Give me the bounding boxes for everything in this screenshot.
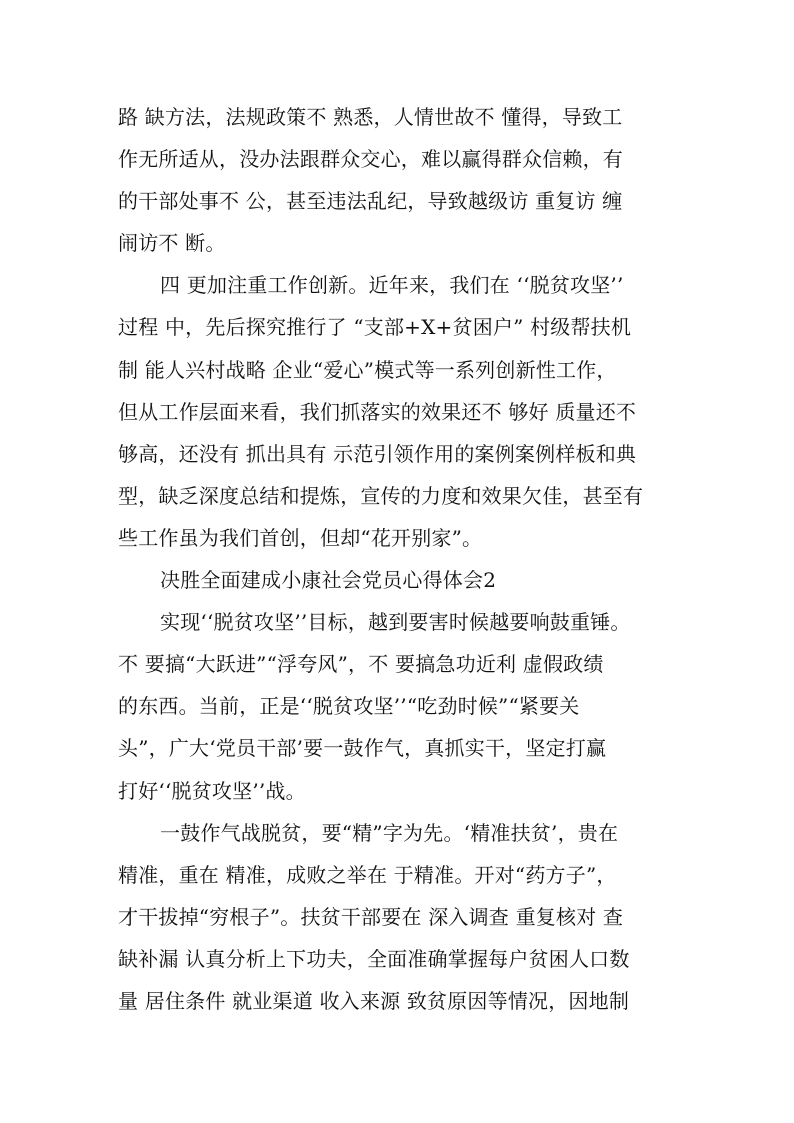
- document-body: [118, 96, 678, 1022]
- text-line: 不 要搞“大跃进”“浮夸风”，不 要搞急功近利 虚假政绩: [118, 652, 604, 677]
- text-line: 些工作虽为我们首创，但却“花开别家”。: [118, 525, 483, 550]
- text-line: 实现‘‘脱贫攻坚’’目标，越到要害时候越要响鼓重锤。: [160, 610, 631, 635]
- text-line: 量 居住条件 就业渠道 收入来源 致贫原因等情况，因地制: [118, 988, 630, 1013]
- text-line: 过程 中，先后探究推行了 “支部+X+贫困户” 村级帮扶机: [118, 315, 632, 340]
- text-line: 路 缺方法，法规政策不 熟悉，人情世故不 懂得，导致工: [118, 105, 623, 129]
- text-line: 头”，广大‘党员干部’要一鼓作气，真抓实干，坚定打赢: [118, 736, 607, 761]
- text-line: 的东西。当前，正是‘‘脱贫攻坚’’“吃劲时候”“紧要关: [118, 694, 580, 719]
- text-line: 缺补漏 认真分析上下功夫，全面准确掌握每户贫困人口数: [118, 946, 630, 971]
- text-line: 够高，还没有 抓出具有 示范引领作用的案例案例样板和典: [118, 441, 637, 466]
- text-line: 作无所适从，没办法跟群众交心，难以赢得群众信赖，有: [118, 147, 623, 172]
- text-line: 制 能人兴村战略 企业“爱心”模式等一系列创新性工作，: [118, 357, 617, 382]
- text-line: 的干部处事不 公，甚至违法乱纪，导致越级访 重复访 缠: [118, 189, 623, 214]
- text-line: 打好‘‘脱贫攻坚’’战。: [118, 778, 306, 803]
- section-heading: 决胜全面建成小康社会党员心得体会2: [160, 568, 497, 593]
- text-line: 型，缺乏深度总结和提炼，宣传的力度和效果欠佳，甚至有: [118, 483, 644, 508]
- text-line: 一鼓作气战脱贫，要“精”字为先。‘精准扶贫’，贵在: [160, 820, 619, 845]
- text-line: 闹访不 断。: [118, 231, 226, 256]
- text-line: 但从工作层面来看，我们抓落实的效果还不 够好 质量还不: [118, 399, 637, 424]
- text-line: 四 更加注重工作创新。近年来，我们在 ‘‘脱贫攻坚’’: [160, 273, 624, 298]
- text-line: 才干拔掉“穷根子”。扶贫干部要在 深入调查 重复核对 查: [118, 904, 624, 929]
- text-line: 精准，重在 精准，成败之举在 于精准。开对“药方子”，: [118, 862, 617, 887]
